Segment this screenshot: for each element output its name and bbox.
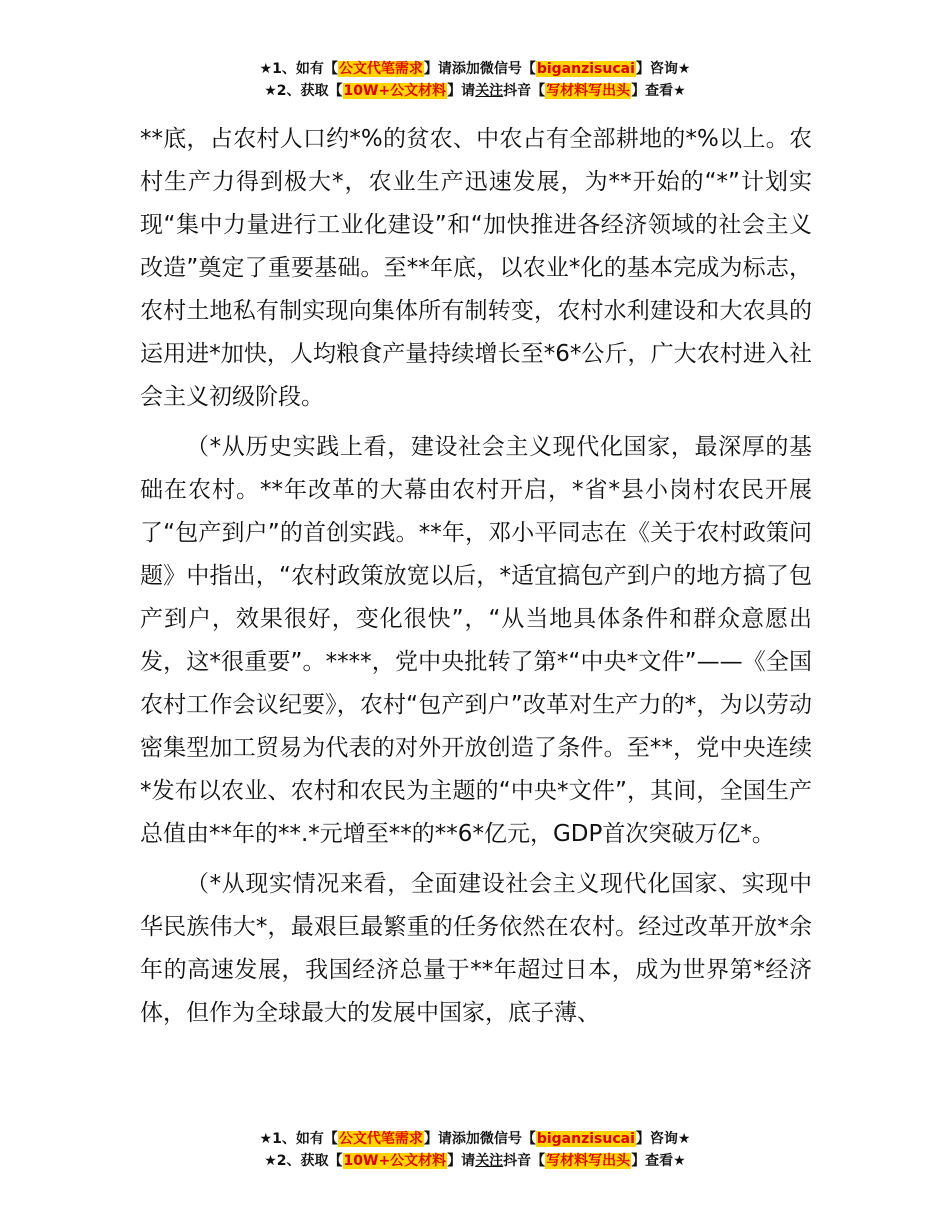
banner-text: ★2、获取【 bbox=[264, 1153, 343, 1169]
paragraph: （*从历史实践上看，建设社会主义现代化国家，最深厚的基础在农村。**年改革的大幕由农村开启，*省*县小岗村农民开展了“包产到户”的首创实践。**年，邓小平同志在《关于农村政策问题》中指出，“农村政策放宽以后，*适宜搞包产到户的地方搞了包产到户，效果很好，变化很快”，“从当地具体条件和群众意愿出发，这*很重要”。****，党中央批转了第*“中央*文件”——《全国农村工作会议纪要》，农村“包产到户”改革对生产力的*，为以劳动密集型加工贸易为代表的对外开放创造了条件。至**，党中央连续*发布以农业、农村和农民为主题的“中央*文件”，其间，全国生产总值由**年的**.*元增至**的**6*亿元，GDP首次突破万亿*。 bbox=[140, 434, 812, 847]
footer-banner bbox=[0, 1128, 950, 1172]
douyin-id: 写材料写出头 bbox=[546, 1153, 631, 1169]
emphasis-text: 添加 bbox=[451, 61, 480, 77]
banner-text: ★1、如有【 bbox=[259, 61, 338, 77]
banner-text: 】咨询★ bbox=[635, 1131, 691, 1147]
paragraph: （*从现实情况来看，全面建设社会主义现代化国家、实现中华民族伟大*，最艰巨最繁重的任务依然在农村。经过改革开放*余年的高速发展，我国经济总量于**年超过日本，成为世界第*经济体，但作为全球最大的发展中国家，底子薄、 bbox=[140, 871, 812, 1026]
banner-text: 微信号【 bbox=[479, 61, 536, 77]
banner-line-1 bbox=[0, 1128, 950, 1150]
highlight-text: 公文代笔需求 bbox=[338, 1131, 423, 1147]
banner-text: 】咨询★ bbox=[635, 61, 691, 77]
banner-text: ★1、如有【 bbox=[259, 1131, 338, 1147]
banner-text: 】查看★ bbox=[631, 83, 686, 99]
emphasis-text: 关注 bbox=[475, 1153, 504, 1169]
banner-text: 】请 bbox=[423, 1131, 452, 1147]
banner-text: 】请 bbox=[423, 61, 452, 77]
banner-text: 】请 bbox=[447, 83, 476, 99]
highlight-text: 公文代笔需求 bbox=[338, 61, 423, 77]
wechat-id: biganzisucai bbox=[536, 61, 635, 77]
highlight-text: 10W+公文材料 bbox=[343, 83, 447, 99]
banner-text: 】请 bbox=[447, 1153, 476, 1169]
banner-line-2 bbox=[0, 1150, 950, 1172]
banner-text: 】查看★ bbox=[631, 1153, 686, 1169]
banner-text: 微信号【 bbox=[479, 1131, 536, 1147]
banner-text: 抖音【 bbox=[503, 83, 546, 99]
highlight-text: 10W+公文材料 bbox=[343, 1153, 447, 1169]
banner-text: 抖音【 bbox=[503, 1153, 546, 1169]
wechat-id: biganzisucai bbox=[536, 1131, 635, 1147]
emphasis-text: 关注 bbox=[475, 83, 504, 99]
paragraph: **底，占农村人口约*%的贫农、中农占有全部耕地的*%以上。农村生产力得到极大*，农业生产迅速发展，为**开始的“*”计划实现“集中力量进行工业化建设”和“加快推进各经济领域的社会主义改造”奠定了重要基础。至**年底，以农业*化的基本完成为标志，农村土地私有制实现向集体所有制转变，农村水利建设和大农具的运用进*加快，人均粮食产量持续增长至*6*公斤，广大农村进入社会主义初级阶段。 bbox=[140, 126, 812, 410]
header-banner bbox=[0, 58, 950, 102]
banner-text: ★2、获取【 bbox=[264, 83, 343, 99]
document-body bbox=[140, 118, 812, 1042]
douyin-id: 写材料写出头 bbox=[546, 83, 631, 99]
banner-line-2 bbox=[0, 80, 950, 102]
emphasis-text: 添加 bbox=[451, 1131, 480, 1147]
banner-line-1 bbox=[0, 58, 950, 80]
